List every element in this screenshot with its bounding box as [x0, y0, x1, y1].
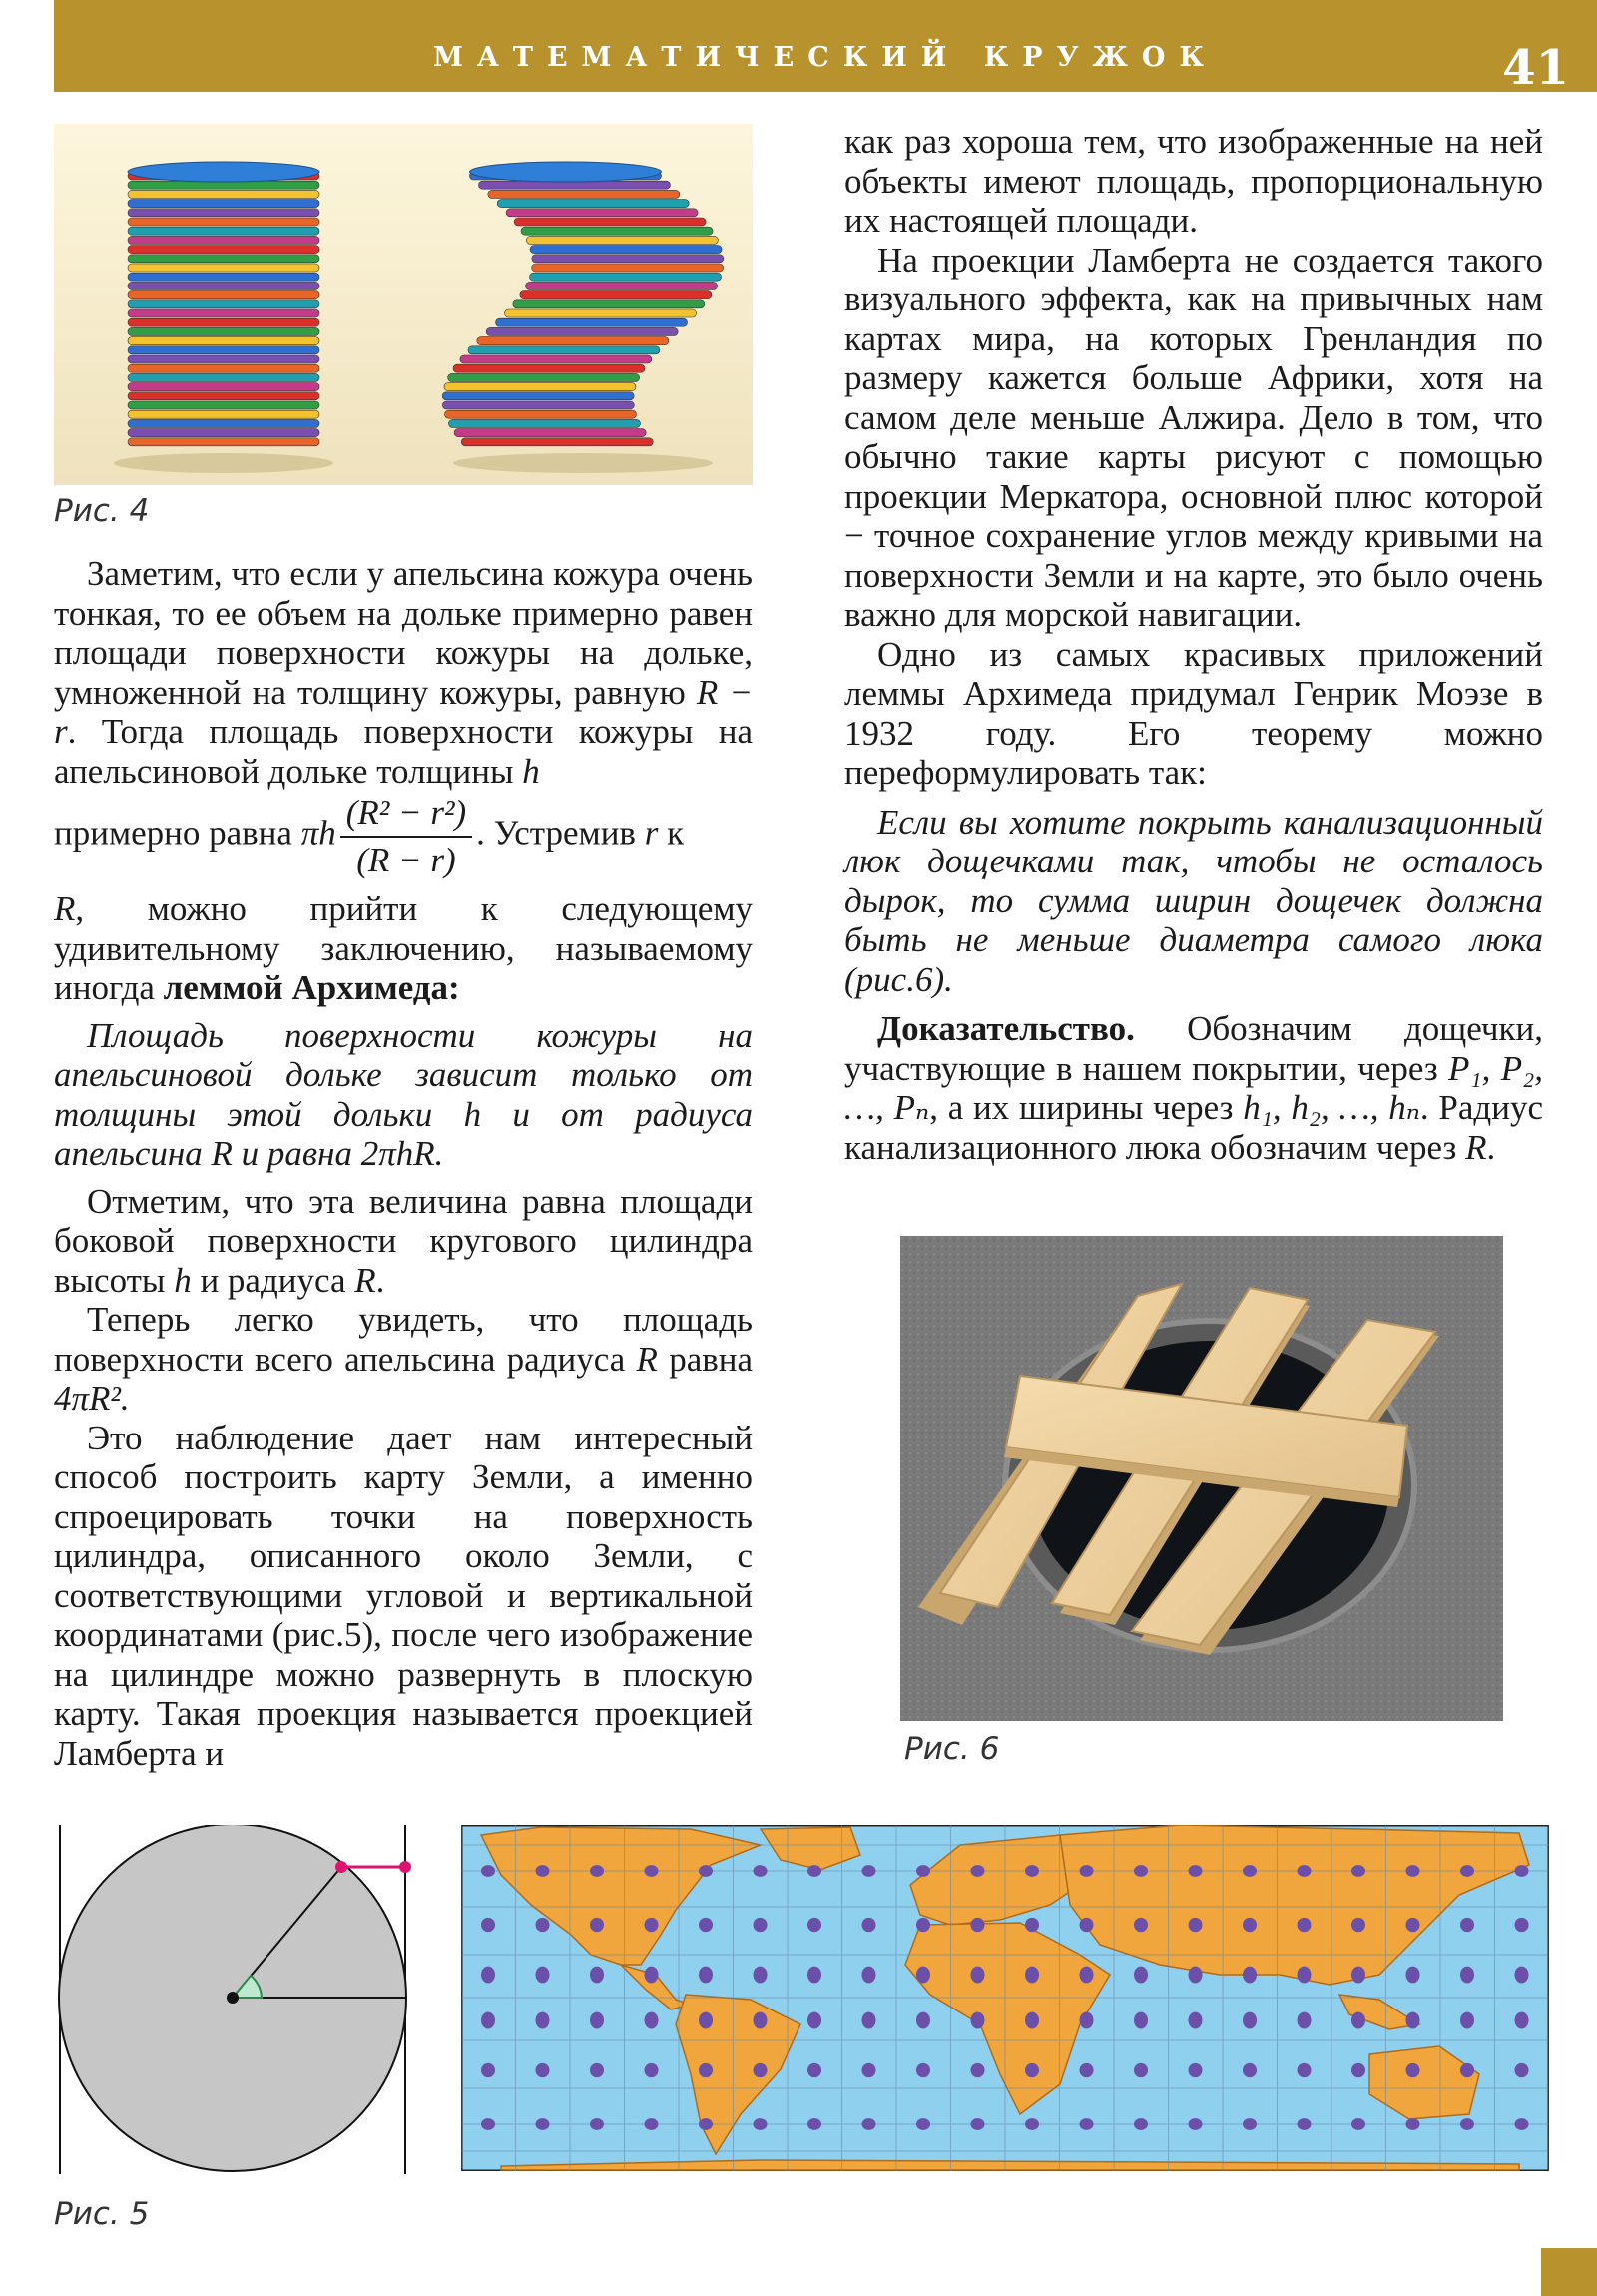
tissot-indicatrix [481, 1967, 495, 1984]
tissot-indicatrix [1406, 2063, 1420, 2077]
disc [442, 392, 634, 400]
math-p-list: P₁, P₂, …, Pₙ [844, 1048, 1543, 1127]
text-run: , можно прийти к следующему удивительному заключению, [54, 889, 753, 968]
tissot-indicatrix [536, 1967, 550, 1984]
tissot-indicatrix [1351, 1967, 1365, 1984]
math-h: h [522, 751, 540, 791]
tissot-indicatrix [1460, 1967, 1474, 1984]
tissot-indicatrix [971, 1967, 985, 1984]
disc [477, 337, 669, 345]
tissot-indicatrix [1298, 2063, 1312, 2077]
tissot-indicatrix [807, 1865, 821, 1877]
disc [444, 410, 636, 418]
disc [128, 318, 319, 326]
tissot-indicatrix [1406, 2012, 1420, 2029]
tissot-indicatrix [807, 2118, 821, 2130]
paragraph-continuation: как раз хороша тем, что изображенные на ней объекты имеют площадь, пропорциональную их настоящей площади. [844, 122, 1543, 240]
tissot-indicatrix [645, 1918, 659, 1932]
tissot-indicatrix [971, 1865, 985, 1877]
text-run: , а их ширины через [929, 1088, 1234, 1127]
center-point [227, 1992, 239, 2004]
tissot-indicatrix [1025, 2012, 1039, 2029]
lambert-world-map [461, 1825, 1549, 2171]
tissot-indicatrix [1080, 2118, 1094, 2130]
fraction-numerator: (R² − r²) [340, 793, 472, 838]
tissot-indicatrix [1243, 1967, 1257, 1984]
sphere-point [335, 1861, 347, 1873]
tissot-indicatrix [1243, 1918, 1257, 1932]
tissot-indicatrix [1351, 2012, 1365, 2029]
text-run: Теперь легко увидеть, что площадь поверхности всего апельсина радиуса [54, 1300, 753, 1379]
disc [128, 419, 319, 427]
tissot-indicatrix [1460, 2012, 1474, 2029]
tissot-indicatrix [590, 2118, 604, 2130]
tissot-indicatrix [481, 2118, 495, 2130]
figure-5-cylinder-diagram [54, 1825, 423, 2174]
tissot-indicatrix [916, 2012, 930, 2029]
math-R: R [354, 1260, 376, 1300]
disc [128, 264, 319, 272]
disc [128, 300, 319, 308]
disc [128, 218, 319, 226]
tissot-indicatrix [754, 1918, 768, 1932]
tissot-indicatrix [1460, 1918, 1474, 1932]
tissot-indicatrix [699, 2118, 713, 2130]
journal-section-title: МАТЕМАТИЧЕСКИЙ КРУЖОК [432, 42, 1218, 73]
tissot-indicatrix [1134, 1967, 1148, 1984]
disc [128, 209, 319, 217]
disc [128, 200, 319, 208]
theorem-statement: Если вы хотите покрыть канализационный люк дощечками так, чтобы не осталось дырок, то сумма ширин дощечек должна быть не меньше диаметра самого люка (рис.6). [844, 802, 1543, 999]
tissot-indicatrix [1080, 2063, 1094, 2077]
disc [128, 383, 319, 391]
left-column [54, 554, 753, 1773]
math-pi-h: πh [300, 813, 336, 853]
tissot-indicatrix [1243, 1865, 1257, 1877]
tissot-indicatrix [807, 1967, 821, 1984]
disc [468, 346, 660, 354]
tissot-indicatrix [590, 2063, 604, 2077]
tissot-indicatrix [1189, 2063, 1203, 2077]
disc [128, 429, 319, 437]
tissot-indicatrix [1134, 2012, 1148, 2029]
tissot-indicatrix [481, 2063, 495, 2077]
tissot-indicatrix [536, 2118, 550, 2130]
tissot-indicatrix [699, 2012, 713, 2029]
disc [128, 346, 319, 354]
disc [448, 373, 640, 381]
tissot-indicatrix [1243, 2118, 1257, 2130]
tissot-indicatrix [1515, 1865, 1529, 1877]
tissot-indicatrix [1298, 1918, 1312, 1932]
paragraph-cylinder-area [54, 1182, 753, 1301]
text-run: называемому иногда [54, 928, 754, 1007]
disc [526, 236, 718, 244]
disc [128, 327, 319, 335]
figure-6-caption: Рис. 6 [904, 1731, 1000, 1767]
tissot-indicatrix [807, 2063, 821, 2077]
tissot-indicatrix [862, 2118, 876, 2130]
text-run: Отметим, что эта величина равна площади боковой поверхности кругового цилиндра высоты [54, 1181, 753, 1300]
tissot-indicatrix [1189, 1967, 1203, 1984]
tissot-indicatrix [645, 2118, 659, 2130]
tissot-indicatrix [1025, 1967, 1039, 1984]
disc [128, 246, 319, 254]
page-header [54, 0, 1597, 96]
text-run: и равна [241, 1134, 352, 1173]
disc [128, 282, 319, 289]
tissot-indicatrix [1243, 2063, 1257, 2077]
tissot-indicatrix [1515, 1918, 1529, 1932]
tissot-indicatrix [536, 1865, 550, 1877]
paragraph-sphere-area [54, 1300, 753, 1419]
disc [128, 236, 319, 244]
tissot-indicatrix [590, 2012, 604, 2029]
tissot-indicatrix [536, 2012, 550, 2029]
page-number: 41 [1502, 40, 1569, 96]
tissot-indicatrix [1460, 2118, 1474, 2130]
tissot-indicatrix [645, 1967, 659, 1984]
text-run: равна [669, 1339, 754, 1379]
tissot-indicatrix [481, 1865, 495, 1877]
tissot-indicatrix [754, 2012, 768, 2029]
tissot-indicatrix [590, 1865, 604, 1877]
text-run: Это наблюдение дает нам интересный способ построить карту Земли, а именно спроецировать точки на поверхность цилиндра, описанного около Земли, с соответствующими угловой и вертикальной координатами (рис.5), после чего изображение на цилиндре можно развернуть в плоскую карту. Такая проекция называется проекцией Ламберта и [54, 1418, 753, 1773]
tissot-indicatrix [1515, 2118, 1529, 2130]
disc [128, 255, 319, 263]
tissot-indicatrix [1134, 1918, 1148, 1932]
tissot-indicatrix [481, 1918, 495, 1932]
tissot-indicatrix [862, 1967, 876, 1984]
figure-6-planks-manhole [900, 1236, 1503, 1721]
disc [506, 209, 698, 217]
tissot-indicatrix [1515, 2012, 1529, 2029]
disc [128, 227, 319, 235]
disc [532, 255, 724, 263]
disc [453, 364, 645, 372]
text-run: . [1486, 1127, 1496, 1167]
disc [532, 264, 724, 272]
tissot-indicatrix [481, 2012, 495, 2029]
disc [496, 318, 688, 326]
page-corner-tab [1541, 2248, 1597, 2296]
tissot-indicatrix [1189, 2118, 1203, 2130]
cylinder-point [399, 1861, 411, 1873]
paragraph-lambert-projection [54, 1419, 753, 1774]
tissot-indicatrix [1025, 1865, 1039, 1877]
disc [128, 355, 319, 363]
disc [488, 190, 680, 198]
text-run: и от радиуса апельсина [54, 1094, 754, 1173]
right-column [844, 122, 1543, 1167]
proof-label: Доказательство. [877, 1009, 1135, 1048]
disc-top [469, 162, 661, 182]
tissot-indicatrix [862, 2012, 876, 2029]
disc [530, 246, 722, 254]
paragraph-peel-volume [54, 554, 753, 791]
tissot-indicatrix [916, 2063, 930, 2077]
tissot-indicatrix [754, 2118, 768, 2130]
disc [128, 438, 319, 446]
math-r: r [644, 813, 659, 853]
tissot-indicatrix [536, 2063, 550, 2077]
disc [128, 410, 319, 418]
text-run: . Радиус канализационного люка обозначим через [844, 1088, 1544, 1167]
disc [513, 300, 705, 308]
math-R: R [1465, 1127, 1487, 1167]
tissot-indicatrix [1080, 1967, 1094, 1984]
disc [530, 273, 722, 281]
figure-4-stacked-discs [54, 124, 753, 485]
tissot-indicatrix [536, 1918, 550, 1932]
paragraph-continued [54, 889, 753, 1008]
disc [128, 273, 319, 281]
text-run: к [667, 813, 685, 853]
tissot-indicatrix [1025, 1918, 1039, 1932]
lemma-statement [54, 1016, 753, 1174]
text-run: . Устремив [476, 813, 636, 853]
math-R: R [211, 1134, 233, 1173]
tissot-indicatrix [1298, 1865, 1312, 1877]
fraction-denominator: (R − r) [356, 840, 456, 879]
tissot-indicatrix [1351, 1918, 1365, 1932]
tissot-indicatrix [1080, 1918, 1094, 1932]
text-run: Заметим, что если у апельсина кожура очень тонкая, то ее объем на дольке примерно равен площади поверхности кожуры на дольке, умноженной на толщину кожуры, равную [54, 554, 753, 712]
tissot-indicatrix [1406, 1967, 1420, 1984]
tissot-indicatrix [1406, 2118, 1420, 2130]
text-run: . Тогда площадь поверхности кожуры на апельсиновой дольке толщины [54, 712, 753, 791]
tissot-indicatrix [1515, 1967, 1529, 1984]
tissot-indicatrix [699, 1865, 713, 1877]
disc [505, 309, 697, 317]
tissot-indicatrix [971, 2012, 985, 2029]
disc [521, 227, 713, 235]
tissot-indicatrix [971, 2118, 985, 2130]
tissot-indicatrix [699, 1918, 713, 1932]
tissot-indicatrix [1298, 2012, 1312, 2029]
tissot-indicatrix [645, 1865, 659, 1877]
disc [454, 429, 646, 437]
disc [128, 373, 319, 381]
disc [128, 190, 319, 198]
tissot-indicatrix [1134, 2118, 1148, 2130]
math-r-minus-r: R − r [54, 672, 753, 751]
math-h-list: h₁, h₂, …, hₙ [1243, 1088, 1420, 1127]
tissot-indicatrix [1134, 1865, 1148, 1877]
text-run: . [375, 1260, 385, 1300]
figure-5-caption: Рис. 5 [54, 2196, 150, 2232]
tissot-indicatrix [916, 2118, 930, 2130]
tissot-indicatrix [1351, 2118, 1365, 2130]
tissot-indicatrix [590, 1918, 604, 1932]
tissot-indicatrix [1298, 2118, 1312, 2130]
disc [514, 218, 706, 226]
lemma-title: леммой Архимеда: [163, 968, 460, 1007]
formula-line [54, 793, 753, 879]
tissot-indicatrix [807, 1918, 821, 1932]
tissot-indicatrix [590, 1967, 604, 1984]
fraction [340, 793, 472, 879]
tissot-indicatrix [1515, 2063, 1529, 2077]
disc [128, 337, 319, 345]
tissot-indicatrix [1460, 1865, 1474, 1877]
tissot-indicatrix [1406, 1865, 1420, 1877]
disc-top [128, 162, 319, 182]
math-R: R [636, 1339, 658, 1379]
tissot-indicatrix [862, 2063, 876, 2077]
disc [128, 364, 319, 372]
tissot-indicatrix [1080, 2012, 1094, 2029]
text-run: и радиуса [200, 1260, 346, 1300]
tissot-indicatrix [971, 1918, 985, 1932]
tissot-indicatrix [699, 2063, 713, 2077]
tissot-indicatrix [1351, 1865, 1365, 1877]
tissot-indicatrix [1243, 2012, 1257, 2029]
tissot-indicatrix [807, 2012, 821, 2029]
tissot-indicatrix [1080, 1865, 1094, 1877]
tissot-indicatrix [862, 1865, 876, 1877]
disc [128, 392, 319, 400]
tissot-indicatrix [754, 1967, 768, 1984]
tissot-indicatrix [1460, 2063, 1474, 2077]
math-h: h [463, 1094, 482, 1134]
tissot-indicatrix [699, 1967, 713, 1984]
paragraph-moese: Одно из самых красивых приложений леммы Архимеда придумал Генрик Моэзе в 1932 году. Его теорему можно переформулировать так: [844, 634, 1543, 792]
tissot-indicatrix [1134, 2063, 1148, 2077]
tissot-indicatrix [754, 1865, 768, 1877]
tissot-indicatrix [1025, 2063, 1039, 2077]
tissot-indicatrix [916, 1865, 930, 1877]
disc [526, 282, 718, 289]
math-4-pi-r2: 4πR². [54, 1379, 130, 1418]
math-h: h [174, 1260, 192, 1300]
tissot-indicatrix [916, 1918, 930, 1932]
tissot-indicatrix [1406, 1918, 1420, 1932]
disc [497, 200, 689, 208]
tissot-indicatrix [754, 2063, 768, 2077]
tissot-indicatrix [916, 1967, 930, 1984]
disc [448, 419, 640, 427]
disc [128, 291, 319, 299]
text-run: Площадь поверхности кожуры на апельсиновой дольке зависит только от толщины этой дольки [54, 1015, 753, 1134]
paragraph-proof [844, 1009, 1543, 1167]
disc [442, 401, 634, 409]
disc [461, 438, 653, 446]
math-2-pi-h-r: 2πhR. [360, 1134, 444, 1173]
paragraph-mercator: На проекции Ламберта не создается такого визуального эффекта, как на привычных нам картах мира, на которых Гренландия по размеру кажется больше Африки, хотя на самом деле меньше Алжира. Дело в том, что обычно такие карты рисуют с помощью проекции Меркатора, основной плюс которой − точное сохранение углов между кривыми на поверхности Земли и на карте, это было очень важно для морской навигации. [844, 240, 1543, 634]
tissot-indicatrix [1189, 1865, 1203, 1877]
tissot-indicatrix [1351, 2063, 1365, 2077]
tissot-indicatrix [645, 2063, 659, 2077]
tissot-indicatrix [971, 2063, 985, 2077]
disc [520, 291, 712, 299]
disc [128, 309, 319, 317]
tissot-indicatrix [862, 1918, 876, 1932]
tissot-indicatrix [1189, 2012, 1203, 2029]
figure-4-caption: Рис. 4 [54, 493, 150, 529]
disc [128, 401, 319, 409]
disc [486, 327, 678, 335]
text-run: Обозначим дощечки, участвующие в нашем покрытии, через [844, 1009, 1543, 1088]
tissot-indicatrix [1025, 2118, 1039, 2130]
math-R: R [54, 889, 76, 928]
disc [460, 355, 652, 363]
text-run: примерно равна [54, 813, 292, 853]
tissot-indicatrix [1298, 1967, 1312, 1984]
tissot-indicatrix [1189, 1918, 1203, 1932]
disc [444, 383, 636, 391]
tissot-indicatrix [645, 2012, 659, 2029]
